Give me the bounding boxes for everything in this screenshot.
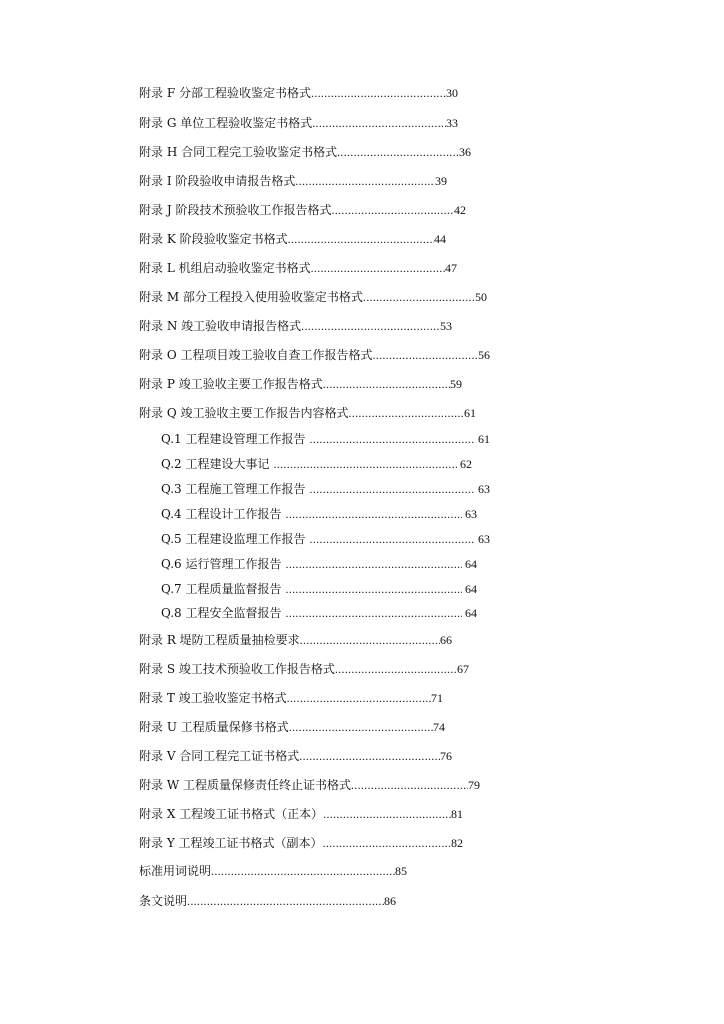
toc-page-number: 44 — [434, 232, 446, 246]
dot-leader — [323, 835, 451, 851]
toc-entry-title: Q.7 工程质量监督报告 — [161, 582, 282, 596]
toc-entry[interactable] — [139, 835, 463, 851]
dot-leader — [311, 260, 445, 276]
dot-leader — [211, 863, 395, 879]
toc-page-number: 79 — [468, 778, 480, 792]
toc-subentry[interactable] — [161, 556, 477, 572]
toc-entry[interactable] — [139, 893, 396, 909]
toc-entry-title: Q.3 工程施工管理工作报告 — [161, 482, 306, 496]
toc-entry-title: Q.5 工程建设监理工作报告 — [161, 532, 306, 546]
toc-entry[interactable] — [139, 748, 452, 764]
dot-leader — [274, 456, 457, 472]
toc-page-number: 59 — [450, 377, 462, 391]
toc-page-number: 39 — [435, 174, 447, 188]
toc-entry[interactable] — [139, 173, 447, 189]
toc-entry-title: 附录 O 工程项目竣工验收自查工作报告格式 — [139, 348, 373, 362]
dot-leader — [372, 347, 478, 363]
dot-leader — [331, 202, 454, 218]
toc-page-number: 64 — [465, 606, 477, 620]
dot-leader — [310, 481, 475, 497]
toc-entry-title: 附录 T 竣工验收鉴定书格式 — [139, 691, 287, 705]
toc-entry-title: 附录 Y 工程竣工证书格式（副本） — [139, 836, 323, 850]
toc-entry[interactable] — [139, 376, 462, 392]
toc-page-number: 47 — [445, 261, 457, 275]
toc-subentry[interactable] — [161, 581, 477, 597]
toc-entry-title: 附录 S 竣工技术预验收工作报告格式 — [139, 662, 335, 676]
toc-entry[interactable] — [139, 231, 446, 247]
toc-page-number: 63 — [478, 532, 490, 546]
toc-entry[interactable] — [139, 289, 487, 305]
dot-leader — [300, 632, 440, 648]
toc-entry[interactable] — [139, 347, 490, 363]
dot-leader — [337, 144, 459, 160]
dot-leader — [286, 605, 462, 621]
dot-leader — [295, 173, 435, 189]
toc-page-number: 36 — [459, 145, 471, 159]
toc-subentry[interactable] — [161, 605, 477, 621]
toc-page-number: 85 — [395, 864, 407, 878]
toc-entry-title: Q.6 运行管理工作报告 — [161, 557, 282, 571]
toc-entry[interactable] — [139, 690, 443, 706]
dot-leader — [323, 376, 450, 392]
dot-leader — [301, 318, 440, 334]
toc-entry-title: 条文说明 — [139, 894, 188, 908]
toc-entry-title: 附录 P 竣工验收主要工作报告格式 — [139, 377, 323, 391]
dot-leader — [363, 289, 475, 305]
toc-entry-title: 附录 V 合同工程完工证书格式 — [139, 749, 300, 763]
toc-page-number: 62 — [460, 457, 472, 471]
toc-entry[interactable] — [139, 144, 471, 160]
toc-entry-title: 附录 N 竣工验收申请报告格式 — [139, 319, 302, 333]
toc-entry[interactable] — [139, 777, 480, 793]
toc-page-number: 42 — [454, 203, 466, 217]
toc-page-number: 67 — [457, 662, 469, 676]
toc-entry[interactable] — [139, 719, 445, 735]
toc-page-number: 71 — [431, 691, 443, 705]
dot-leader — [311, 85, 446, 101]
dot-leader — [286, 581, 462, 597]
toc-page-number: 30 — [446, 86, 458, 100]
toc-page-number: 61 — [478, 432, 490, 446]
dot-leader — [287, 690, 431, 706]
toc-entry-title: 附录 R 堤防工程质量抽检要求 — [139, 633, 300, 647]
toc-entry-title: Q.8 工程安全监督报告 — [161, 606, 282, 620]
toc-entry[interactable] — [139, 318, 452, 334]
toc-entry-title: 标准用词说明 — [139, 864, 212, 878]
toc-entry-title: 附录 W 工程质量保修责任终止证书格式 — [139, 778, 351, 792]
toc-entry-title: 附录 J 阶段技术预验收工作报告格式 — [139, 203, 332, 217]
dot-leader — [299, 748, 440, 764]
toc-entry[interactable] — [139, 806, 463, 822]
dot-leader — [335, 661, 457, 677]
toc-subentry[interactable] — [161, 481, 490, 497]
toc-entry[interactable] — [139, 661, 469, 677]
toc-page-number: 82 — [451, 836, 463, 850]
toc-entry[interactable] — [139, 202, 466, 218]
toc-page-number: 76 — [440, 749, 452, 763]
toc-page-number: 63 — [478, 482, 490, 496]
toc-entry-title: 附录 L 机组启动验收鉴定书格式 — [139, 261, 311, 275]
toc-page-number: 33 — [446, 116, 458, 130]
toc-page-number: 86 — [384, 894, 396, 908]
toc-entry-title: 附录 I 阶段验收申请报告格式 — [139, 174, 296, 188]
toc-page-number: 50 — [475, 290, 487, 304]
toc-entry-title: 附录 K 阶段验收鉴定书格式 — [139, 232, 288, 246]
toc-entry-title: 附录 Q 竣工验收主要工作报告内容格式 — [139, 406, 349, 420]
toc-subentry[interactable] — [161, 456, 472, 472]
toc-page-number: 64 — [465, 582, 477, 596]
toc-subentry[interactable] — [161, 506, 477, 522]
dot-leader — [187, 893, 384, 909]
toc-page-number: 61 — [464, 406, 476, 420]
toc-entry-title: 附录 X 工程竣工证书格式（正本） — [139, 807, 324, 821]
toc-page-number: 74 — [433, 720, 445, 734]
dot-leader — [312, 115, 446, 131]
toc-page-number: 63 — [465, 507, 477, 521]
toc-entry-title: 附录 U 工程质量保修书格式 — [139, 720, 289, 734]
toc-entry[interactable] — [139, 260, 457, 276]
dot-leader — [289, 719, 433, 735]
toc-entry-title: 附录 F 分部工程验收鉴定书格式 — [139, 86, 311, 100]
toc-entry-title: Q.1 工程建设管理工作报告 — [161, 432, 306, 446]
toc-page-number: 81 — [451, 807, 463, 821]
dot-leader — [323, 806, 451, 822]
dot-leader — [286, 506, 462, 522]
toc-entry[interactable] — [139, 863, 407, 879]
toc-subentry[interactable] — [161, 431, 490, 447]
toc-entry-title: 附录 M 部分工程投入使用验收鉴定书格式 — [139, 290, 363, 304]
toc-page-number: 66 — [440, 633, 452, 647]
toc-entry[interactable] — [139, 115, 458, 131]
toc-entry-title: 附录 H 合同工程完工验收鉴定书格式 — [139, 145, 338, 159]
toc-subentry[interactable] — [161, 531, 490, 547]
dot-leader — [310, 531, 475, 547]
dot-leader — [288, 231, 434, 247]
dot-leader — [286, 556, 462, 572]
toc-page-number: 53 — [440, 319, 452, 333]
dot-leader — [351, 777, 468, 793]
toc-entry-title: 附录 G 单位工程验收鉴定书格式 — [139, 116, 313, 130]
toc-page-number: 56 — [478, 348, 490, 362]
toc-entry[interactable] — [139, 405, 476, 421]
toc-entry-title: Q.2 工程建设大事记 — [161, 457, 270, 471]
dot-leader — [348, 405, 464, 421]
toc-entry[interactable] — [139, 85, 458, 101]
toc-entry-title: Q.4 工程设计工作报告 — [161, 507, 282, 521]
toc-page-number: 64 — [465, 557, 477, 571]
dot-leader — [310, 431, 475, 447]
toc-entry[interactable] — [139, 632, 452, 648]
